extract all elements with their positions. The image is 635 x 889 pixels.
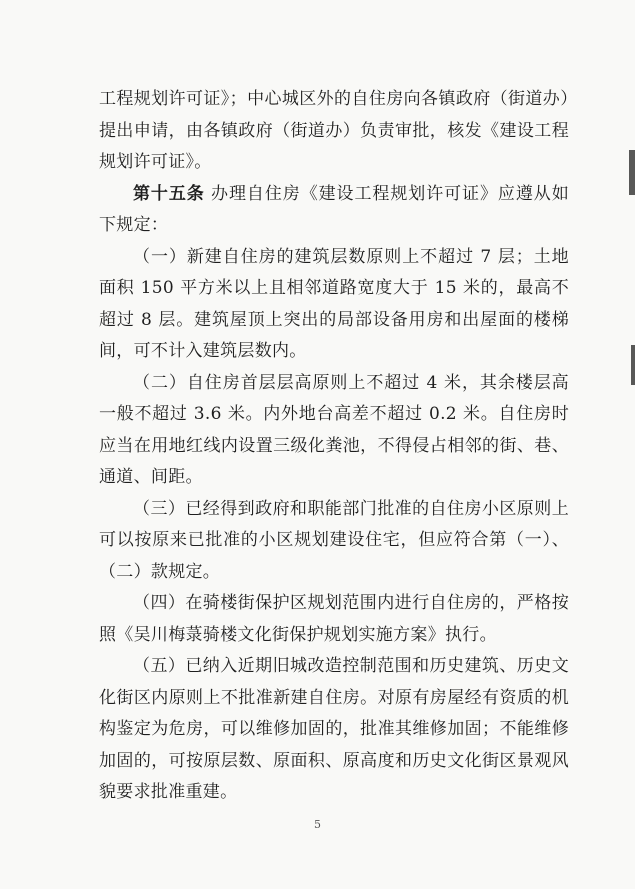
paragraph-text: （一）新建自住房的建筑层数原则上不超过 7 层；土地面积 150 平方米以上且相邻道路宽度大于 15 米的，最高不超过 8 层。建筑屋顶上突出的局部设备用房和出屋面的楼梯间，可不计入建筑层数内。 [99, 246, 569, 361]
paragraph-text: （三）已经得到政府和职能部门批准的自住房小区原则上可以按原来已批准的小区规划建设住宅，但应符合第（一）、（二）款规定。 [99, 498, 569, 582]
paragraph-item-1 [99, 242, 569, 368]
paragraph-continued [99, 84, 569, 179]
paragraph-text: （五）已纳入近期旧城改造控制范围和历史建筑、历史文化街区内原则上不批准新建自住房。对原有房屋经有资质的机构鉴定为危房，可以维修加固的，批准其维修加固；不能维修加固的，可按原层数、原面积、原高度和历史文化街区景观风貌要求批准重建。 [99, 656, 569, 802]
page-number: 5 [314, 818, 321, 831]
paragraph-article-15 [99, 179, 569, 242]
scan-edge-mark [631, 345, 635, 385]
paragraph-text: （二）自住房首层层高原则上不超过 4 米，其余楼层高一般不超过 3.6 米。内外地台高差不超过 0.2 米。自住房时应当在用地红线内设置三级化粪池，不得侵占相邻的街、巷、通道、间距。 [99, 372, 569, 487]
paragraph-item-4 [99, 588, 569, 651]
paragraph-text: 办理自住房《建设工程规划许可证》应遵从如下规定： [99, 183, 569, 235]
paragraph-item-3 [99, 494, 569, 589]
paragraph-text: （四）在骑楼街保护区规划范围内进行自住房的，严格按照《吴川梅菉骑楼文化街保护规划实施方案》执行。 [99, 593, 569, 645]
paragraph-text: 工程规划许可证》；中心城区外的自住房向各镇政府（街道办）提出申请，由各镇政府（街道办）负责审批，核发《建设工程规划许可证》。 [99, 89, 569, 172]
article-number: 第十五条 [133, 183, 205, 204]
paragraph-item-2 [99, 368, 569, 494]
paragraph-item-5 [99, 651, 569, 809]
body-text [99, 84, 569, 809]
scan-edge-mark [629, 150, 635, 195]
